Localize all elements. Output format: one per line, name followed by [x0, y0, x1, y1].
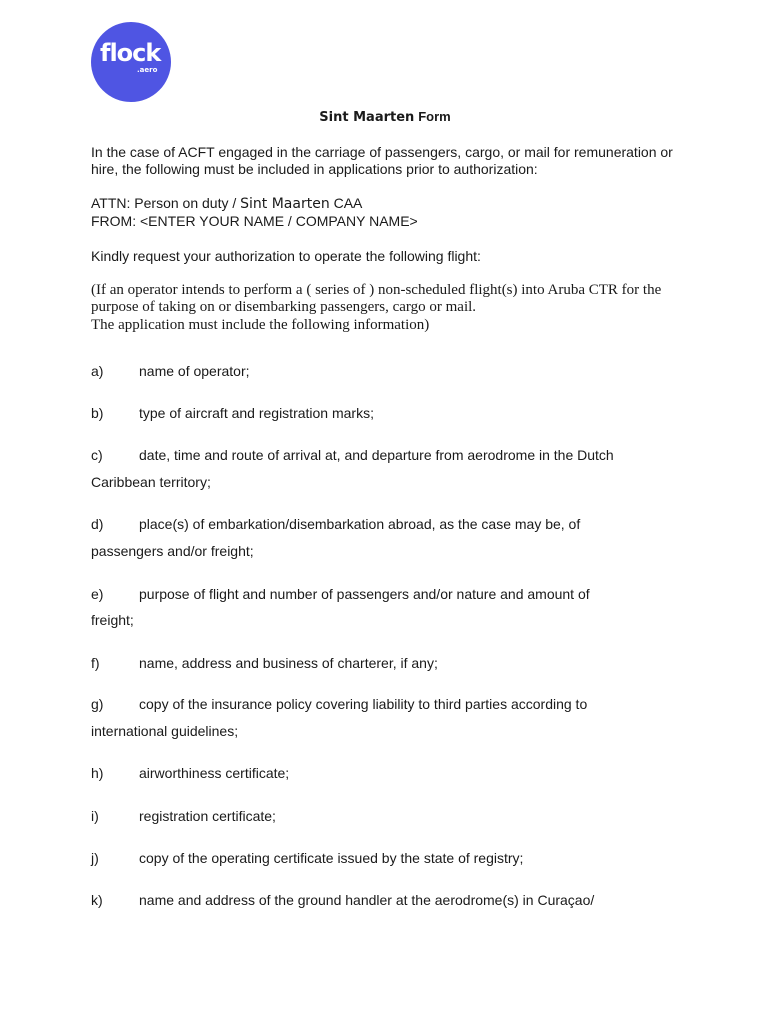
logo-domain: .aero — [137, 66, 158, 74]
list-item-text: place(s) of embarkation/disembarkation abroad, as the case may be, of — [139, 516, 581, 532]
list-item-letter: k) — [91, 892, 103, 908]
note-line-2: purpose of taking on or disembarking passengers, cargo or mail. — [91, 299, 477, 315]
note-line-1: (If an operator intends to perform a ( series of ) non-scheduled flight(s) into Aruba CTR for the — [91, 282, 662, 298]
list-item-letter: c) — [91, 447, 103, 463]
list-item-letter: e) — [91, 586, 104, 602]
list-item-continuation: Caribbean territory; — [91, 474, 211, 490]
flock-logo — [91, 22, 171, 102]
title-form: Form — [418, 109, 451, 124]
list-item-continuation: international guidelines; — [91, 723, 239, 739]
from-line: FROM: <ENTER YOUR NAME / COMPANY NAME> — [91, 213, 418, 229]
attn-prefix: ATTN: Person on duty / — [91, 195, 241, 211]
list-item-letter: a) — [91, 363, 104, 379]
attn-caa-name: Sint Maarten — [240, 196, 330, 212]
list-item-continuation: passengers and/or freight; — [91, 543, 254, 559]
page-title — [0, 106, 770, 128]
logo-wordmark: flock — [100, 39, 161, 67]
list-item-text: type of aircraft and registration marks; — [139, 405, 374, 421]
list-item-text: copy of the insurance policy covering liability to third parties according to — [139, 696, 588, 712]
list-item-text: name, address and business of charterer, if any; — [139, 655, 438, 671]
attn-suffix: CAA — [329, 195, 363, 211]
list-item-letter: g) — [91, 696, 104, 712]
list-item-letter: i) — [91, 808, 99, 824]
list-item-letter: b) — [91, 405, 104, 421]
list-item-text: copy of the operating certificate issued by the state of registry; — [139, 850, 524, 866]
list-item-continuation: freight; — [91, 612, 134, 628]
list-item-letter: f) — [91, 655, 100, 671]
attn-line — [91, 194, 362, 213]
list-item-text: registration certificate; — [139, 808, 276, 824]
title-location: Sint Maarten — [319, 110, 415, 125]
intro-line-2: hire, the following must be included in applications prior to authorization: — [91, 161, 538, 177]
list-item-text: date, time and route of arrival at, and departure from aerodrome in the Dutch — [139, 447, 614, 463]
request-line: Kindly request your authorization to operate the following flight: — [91, 248, 481, 264]
note-line-3: The application must include the following information) — [91, 317, 430, 333]
list-item-letter: h) — [91, 765, 104, 781]
list-item-text: airworthiness certificate; — [139, 765, 290, 781]
list-item-text: name and address of the ground handler at the aerodrome(s) in Curaçao/ — [139, 892, 595, 908]
list-item-text: name of operator; — [139, 363, 250, 379]
list-item-letter: d) — [91, 516, 104, 532]
intro-line-1: In the case of ACFT engaged in the carriage of passengers, cargo, or mail for remuneration or — [91, 144, 673, 160]
list-item-text: purpose of flight and number of passengers and/or nature and amount of — [139, 586, 590, 602]
list-item-letter: j) — [91, 850, 99, 866]
